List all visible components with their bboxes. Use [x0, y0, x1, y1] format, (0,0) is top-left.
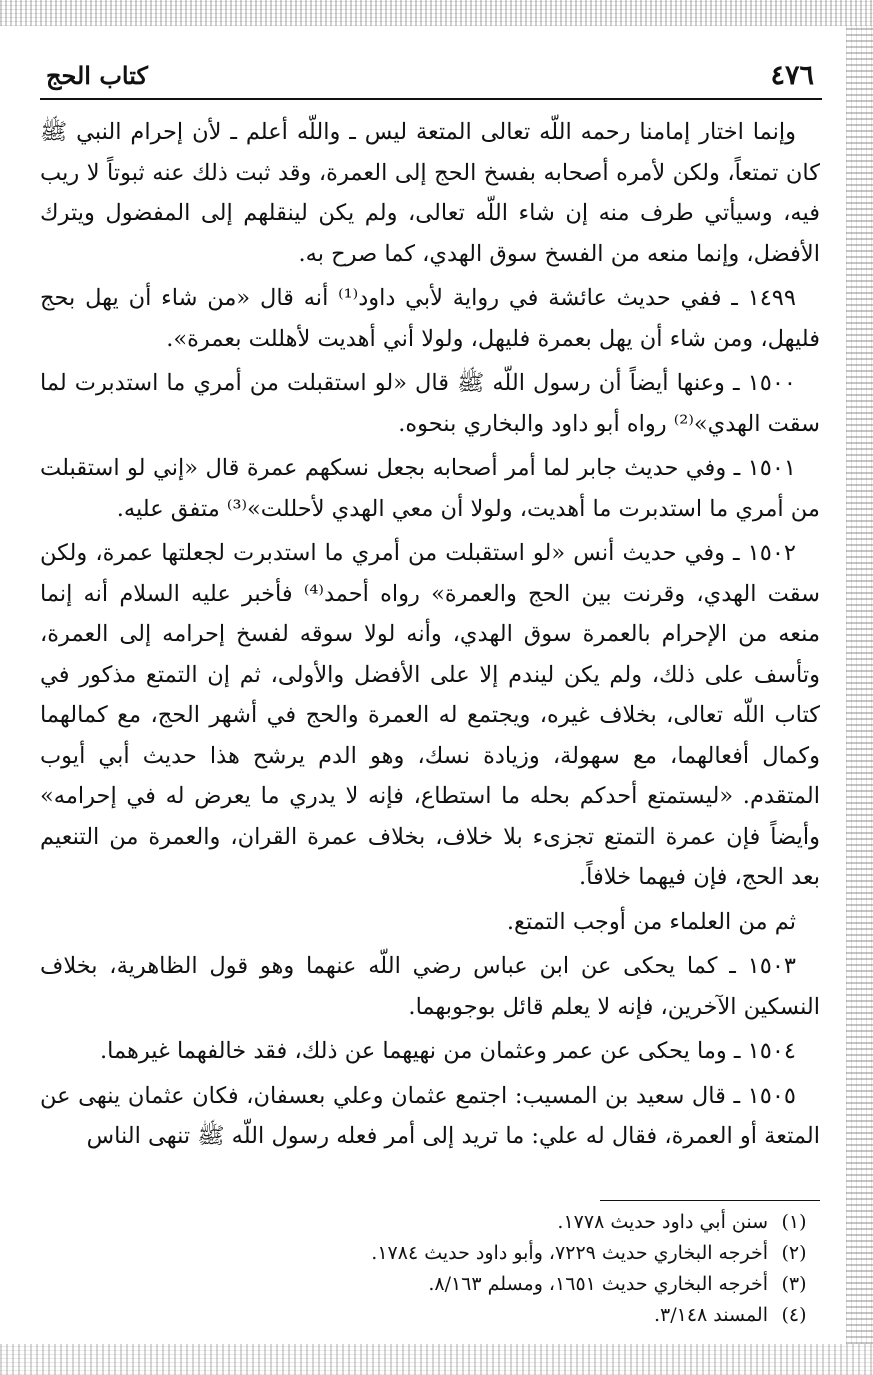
- paragraph: ١٥٠٠ ـ وعنها أيضاً أن رسول اللّه ﷺ قال «لو استقبلت من أمري ما استدبرت لما سقت الهدي»⁽²⁾ رواه أبو داود والبخاري بنحوه.: [40, 370, 820, 437]
- running-title: كتاب الحج: [46, 61, 148, 90]
- footnote: [40, 1269, 820, 1300]
- paragraph: وإنما اختار إمامنا رحمه اللّه تعالى المتعة ليس ـ واللّه أعلم ـ لأن إحرام النبي ﷺ كان تمتعاً، ولكن لأمره أصحابه بفسخ الحج إلى العمرة، وقد ثبت ذلك عنه ثبوتاً لا ريب فيه، وسيأتي طرف منه إن شاء اللّه تعالى، ولم يكن لينقلهم إلى المفضول ويترك الأفضل، وإنما منعه من الفسخ سوق الهدي، كما صرح به.: [40, 119, 820, 267]
- paragraph: ١٥٠٢ ـ وفي حديث أنس «لو استقبلت من أمري ما استدبرت لجعلتها عمرة، ولكن سقت الهدي، وقرنت بين الحج والعمرة» رواه أحمد⁽⁴⁾ فأخبر عليه السلام أنه إنما منعه من الإحرام بالعمرة سوق الهدي، وأنه لولا سوقه لفسخ إحرامه إلى العمرة، وتأسف على ذلك، ولم يكن ليندم إلا على الأفضل والأولى، ثم إن التمتع مذكور في كتاب اللّه تعالى، بخلاف غيره، ويجتمع له العمرة والحج في أشهر الحج، مع كمالهما وكمال أفعالهما، مع سهولة، وزيادة نسك، وهو الدم يرشح هذا حديث أبي أيوب المتقدم. «ليستمتع أحدكم بحله ما استطاع، فإنه لا يدري ما يعرض له في إحرامه» وأيضاً فإن عمرة التمتع تجزىء بلا خلاف، بخلاف عمرة القران، والعمرة من التنعيم بعد الحج، فإن فيهما خلافاً.: [40, 540, 820, 890]
- footnote: [40, 1300, 820, 1331]
- page-number: ٤٧٦: [770, 60, 814, 91]
- footnote: [40, 1207, 820, 1238]
- footnote-number: (١): [781, 1211, 807, 1233]
- footnotes: [40, 1207, 820, 1331]
- footnote-number: (٤): [781, 1304, 807, 1326]
- decorative-border-right: [846, 26, 873, 1344]
- footnote-divider: [600, 1200, 820, 1201]
- decorative-border-top: [0, 0, 873, 26]
- paragraph: ١٥٠٣ ـ كما يحكى عن ابن عباس رضي اللّه عنهما وهو قول الظاهرية، بخلاف النسكين الآخرين، فإنه لا يعلم قائل بوجوبهما.: [40, 953, 820, 1020]
- decorative-border-bottom: [0, 1344, 873, 1375]
- footnote-text: سنن أبي داود حديث ١٧٧٨.: [557, 1211, 768, 1233]
- footnote-text: أخرجه البخاري حديث ١٦٥١، ومسلم ٨/١٦٣.: [428, 1273, 768, 1295]
- paragraph: ١٤٩٩ ـ ففي حديث عائشة في رواية لأبي داود⁽¹⁾ أنه قال «من شاء أن يهل بحج فليهل، ومن شاء أن يهل بعمرة فليهل، ولولا أني أهديت لأهللت بعمرة».: [40, 285, 820, 352]
- footnote-text: المسند ٣/١٤٨.: [653, 1304, 768, 1326]
- paragraph: ١٥٠١ ـ وفي حديث جابر لما أمر أصحابه بجعل نسكهم عمرة قال «إني لو استقبلت من أمري ما استدبرت ما أهديت، ولولا أن معي الهدي لأحللت»⁽³⁾ متفق عليه.: [40, 455, 820, 522]
- footnote-text: أخرجه البخاري حديث ٧٢٢٩، وأبو داود حديث ١٧٨٤.: [371, 1242, 768, 1264]
- paragraph: ١٥٠٤ ـ وما يحكى عن عمر وعثمان من نهيهما عن ذلك، فقد خالفهما غيرهما.: [99, 1038, 796, 1064]
- footnote: [40, 1238, 820, 1269]
- footnote-number: (٢): [781, 1242, 807, 1264]
- paragraph: ثم من العلماء من أوجب التمتع.: [506, 908, 796, 935]
- page-header: [40, 58, 822, 100]
- main-text: [40, 112, 820, 1161]
- paragraph: ١٥٠٥ ـ قال سعيد بن المسيب: اجتمع عثمان وعلي بعسفان، فكان عثمان ينهى عن المتعة أو العمرة، فقال له علي: ما تريد إلى أمر فعله رسول اللّه ﷺ تنهى الناس: [40, 1082, 820, 1149]
- footnote-number: (٣): [781, 1273, 807, 1295]
